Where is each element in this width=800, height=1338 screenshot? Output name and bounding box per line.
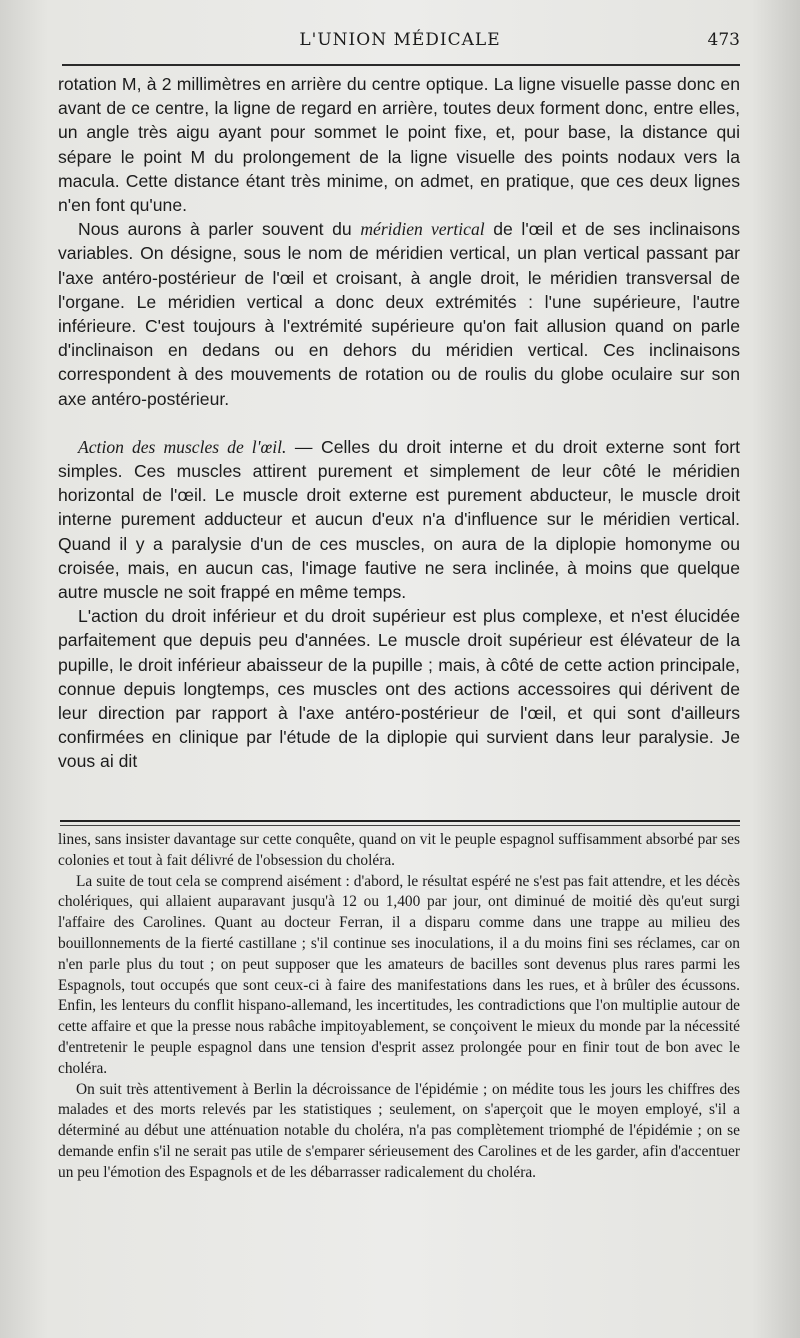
footnote-rule: [60, 820, 740, 822]
p2-start: Nous aurons à parler souvent du: [78, 219, 361, 240]
paragraph-gap: [58, 411, 740, 435]
footnote-feuilleton: [58, 830, 740, 1184]
main-text: [58, 72, 740, 774]
p2-emphasis: méridien vertical: [360, 219, 485, 240]
header-rule: [62, 64, 740, 66]
p2-end: de l'œil et de ses inclinaisons variables. On désigne, sous le nom de méridien vertical, un plan vertical passant par l'axe antéro-postérieur de l'œil et croisant, à angle droit, le méridien transversal de l'organe. Le méridien vertical a donc deux extrémités : l'une supérieure, l'autre inférieure. C'est toujours à l'extrémité supérieure qu'on fait allusion quand on parle d'inclinaison en dedans ou en dehors du méridien vertical. Ces inclinaisons correspondent à des mouvements de rotation ou de roulis du globe oculaire sur son axe antéro-postérieur.: [58, 219, 740, 409]
footnote-paragraph-1: lines, sans insister davantage sur cette conquête, quand on vit le peuple espagnol suffisamment absorbé par ses colonies et tout à fait délivré de l'obsession du choléra.: [58, 831, 740, 869]
paragraph-4: L'action du droit inférieur et du droit supérieur est plus complexe, et n'est élucidée parfaitement que depuis peu d'années. Le muscle droit supérieur est élévateur de la pupille, le droit inférieur abaisseur de la pupille ; mais, à côté de cette action principale, connue depuis longtemps, ces muscles ont des actions accessoires qui dérivent de leur direction par rapport à l'axe antéro-postérieur de l'œil, et qui sont d'ailleurs confirmées en clinique par l'étude de la diplopie qui survient dans leur paralysie. Je vous ai dit: [58, 606, 740, 772]
footnote-paragraph-2: La suite de tout cela se comprend aisément : d'abord, le résultat espéré ne s'est pas fait attendre, et les décès cholériques, qui allaient auparavant jusqu'à 12 ou 1,400 par jour, ont diminué de moitié dès qu'eut surgi l'affaire des Carolines. Quant au docteur Ferran, il a disparu comme dans une trappe au milieu des bouillonnements de la fierté castillane ; s'il continue ses inoculations, il a du moins fini ses réclames, car on n'en parle plus du tout ; on peut supposer que les amateurs de bacilles sont devenus plus rares parmi les Espagnols, tout occupés que sont ceux-ci à faire des manifestations dans les rues, et à brûler des écussons. Enfin, les lenteurs du conflit hispano-allemand, les incertitudes, les contradictions que l'on multiplie autour de cette affaire et que la presse nous rabâche impitoyablement, se conçoivent le mieux du monde par la nécessité d'entretenir le peuple espagnol dans une tension d'esprit assez prolongée pour en finir tout de bon avec le choléra.: [58, 872, 740, 1077]
paragraph-2: [58, 217, 740, 411]
footnote-rule-thin: [60, 825, 740, 826]
journal-title: L'UNION MÉDICALE: [299, 30, 501, 50]
running-header: [60, 28, 740, 58]
p3-text: — Celles du droit interne et du droit externe sont fort simples. Ces muscles attirent purement et simplement de leur côté le méridien horizontal de l'œil. Le muscle droit externe est purement abducteur, le muscle droit interne purement adducteur et aucun d'eux n'a d'influence sur le méridien vertical. Quand il y a paralysie d'un de ces muscles, on aura de la diplopie homonyme ou croisée, mais, en aucun cas, l'image fautive ne sera inclinée, à moins que quelque autre muscle ne soit frappé en même temps.: [58, 436, 740, 603]
paragraph-3: [58, 435, 740, 604]
page-number: 473: [707, 30, 740, 50]
footnote-paragraph-3: On suit très attentivement à Berlin la décroissance de l'épidémie ; on médite tous les jours les chiffres des malades et des morts relevés par les statistiques ; seulement, on s'aperçoit que le moyen employé, s'il a déterminé au début une atténuation notable du choléra, n'a pas complètement triomphé de l'épidémie ; on se demande enfin s'il ne serait pas utile de s'emparer sérieusement des Carolines et de les garder, afin d'accentuer un peu l'émotion des Espagnols et de les débarrasser radicalement du choléra.: [58, 1080, 740, 1181]
section-title: Action des muscles de l'œil.: [78, 436, 287, 457]
paragraph-1: rotation M, à 2 millimètres en arrière du centre optique. La ligne visuelle passe donc en avant de ce centre, la ligne de regard en arrière, toutes deux forment donc, entre elles, un angle très aigu ayant pour sommet le point fixe, et, pour base, la distance qui sépare le point M du prolongement de la ligne visuelle des points nodaux vers la macula. Cette distance étant très minime, on admet, en pratique, que ces deux lignes n'en font qu'une.: [58, 74, 740, 216]
